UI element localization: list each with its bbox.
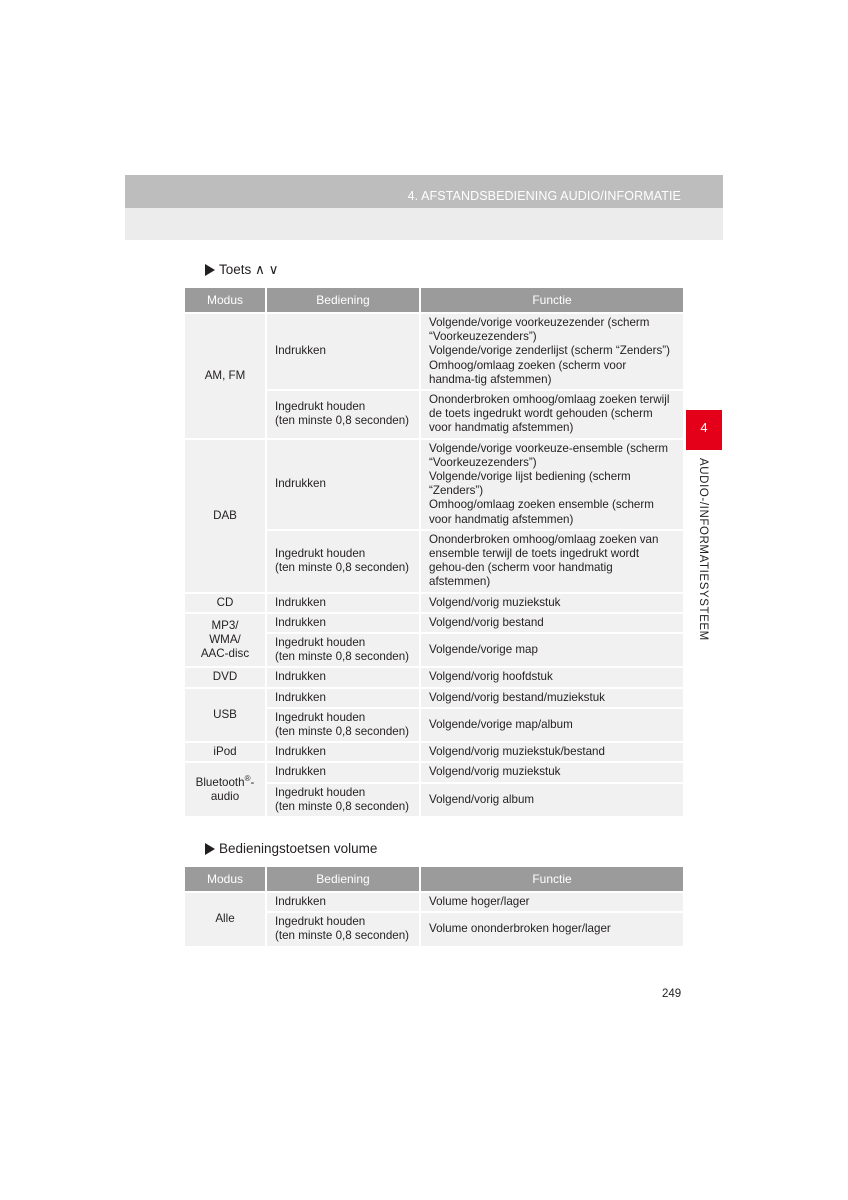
cell-action: Ingedrukt houden (ten minste 0,8 seconden) (266, 783, 420, 816)
table-row (185, 688, 683, 708)
table-row (185, 762, 683, 782)
cell-action: Indrukken (266, 667, 420, 687)
column-header-modus: Modus (185, 288, 266, 313)
cell-function: Volume hoger/lager (420, 892, 683, 912)
column-header-functie: Functie (420, 867, 683, 892)
chapter-tab (686, 410, 722, 450)
cell-mode: iPod (185, 742, 266, 762)
table-row (185, 439, 683, 530)
cell-function: Volgende/vorige map (420, 633, 683, 667)
cell-mode: Bluetooth®- audio (185, 762, 266, 816)
table-row (185, 892, 683, 912)
cell-function: Volgend/vorig muziekstuk (420, 762, 683, 782)
cell-function: Volgende/vorige voorkeuze-ensemble (scherm “Voorkeuzezenders”) Volgende/vorige lijst bediening (scherm “Zenders”) Omhoog/omlaag zoeken ensemble (scherm voor handmatig afstemmen) (420, 439, 683, 530)
cell-action: Ingedrukt houden (ten minste 0,8 seconden) (266, 708, 420, 742)
page-number: 249 (662, 988, 682, 1000)
cell-mode: DAB (185, 439, 266, 593)
cell-function: Volume ononderbroken hoger/lager (420, 912, 683, 945)
cell-mode: DVD (185, 667, 266, 687)
cell-function: Volgend/vorig bestand (420, 613, 683, 633)
section-heading-text: Bedieningstoetsen volume (219, 841, 378, 856)
section-heading-text: Toets ∧ ∨ (219, 262, 279, 277)
table-row (185, 593, 683, 613)
cell-function: Volgend/vorig album (420, 783, 683, 816)
controls-table-toets (185, 288, 683, 816)
controls-table-volume (185, 867, 683, 946)
chapter-title: 4. AFSTANDSBEDIENING AUDIO/INFORMATIE (407, 189, 681, 203)
cell-action: Indrukken (266, 762, 420, 782)
chapter-side-label: AUDIO-/INFORMATIESYSTEEM (697, 458, 709, 641)
column-header-bediening: Bediening (266, 288, 420, 313)
cell-action: Ingedrukt houden (ten minste 0,8 seconden) (266, 912, 420, 945)
cell-function: Volgende/vorige voorkeuzezender (scherm “Voorkeuzezenders”) Volgende/vorige zenderlijst (scherm “Zenders”) Omhoog/omlaag zoeken (scherm voor handma-tig afstemmen) (420, 313, 683, 390)
cell-action: Indrukken (266, 892, 420, 912)
cell-function: Volgend/vorig hoofdstuk (420, 667, 683, 687)
cell-mode: MP3/ WMA/ AAC-disc (185, 613, 266, 668)
column-header-functie: Functie (420, 288, 683, 313)
triangle-bullet-icon (205, 843, 215, 855)
table-row (185, 313, 683, 390)
cell-action: Ingedrukt houden (ten minste 0,8 seconden) (266, 390, 420, 439)
cell-mode: Alle (185, 892, 266, 946)
cell-action: Indrukken (266, 742, 420, 762)
cell-action: Indrukken (266, 593, 420, 613)
cell-mode: CD (185, 593, 266, 613)
header-band (125, 175, 723, 240)
cell-function: Volgende/vorige map/album (420, 708, 683, 742)
table-header-row (185, 867, 683, 892)
cell-action: Ingedrukt houden (ten minste 0,8 seconden) (266, 530, 420, 593)
table-row (185, 742, 683, 762)
cell-function: Volgend/vorig muziekstuk/bestand (420, 742, 683, 762)
chapter-tab-number: 4 (700, 420, 708, 435)
cell-action: Indrukken (266, 439, 420, 530)
table-row (185, 667, 683, 687)
section-heading-volume (205, 841, 377, 856)
table-row (185, 613, 683, 633)
cell-mode: AM, FM (185, 313, 266, 439)
column-header-modus: Modus (185, 867, 266, 892)
cell-function: Volgend/vorig muziekstuk (420, 593, 683, 613)
table-header-row (185, 288, 683, 313)
cell-action: Indrukken (266, 688, 420, 708)
cell-action: Indrukken (266, 613, 420, 633)
header-strip (125, 175, 723, 208)
cell-action: Ingedrukt houden (ten minste 0,8 seconden) (266, 633, 420, 667)
cell-function: Ononderbroken omhoog/omlaag zoeken van ensemble terwijl de toets ingedrukt wordt gehou-den (scherm voor handmatig afstemmen) (420, 530, 683, 593)
cell-function: Ononderbroken omhoog/omlaag zoeken terwijl de toets ingedrukt wordt gehouden (scherm voor handmatig afstemmen) (420, 390, 683, 439)
cell-function: Volgend/vorig bestand/muziekstuk (420, 688, 683, 708)
triangle-bullet-icon (205, 264, 215, 276)
cell-mode: USB (185, 688, 266, 743)
column-header-bediening: Bediening (266, 867, 420, 892)
section-heading-toets (205, 262, 279, 278)
cell-action: Indrukken (266, 313, 420, 390)
